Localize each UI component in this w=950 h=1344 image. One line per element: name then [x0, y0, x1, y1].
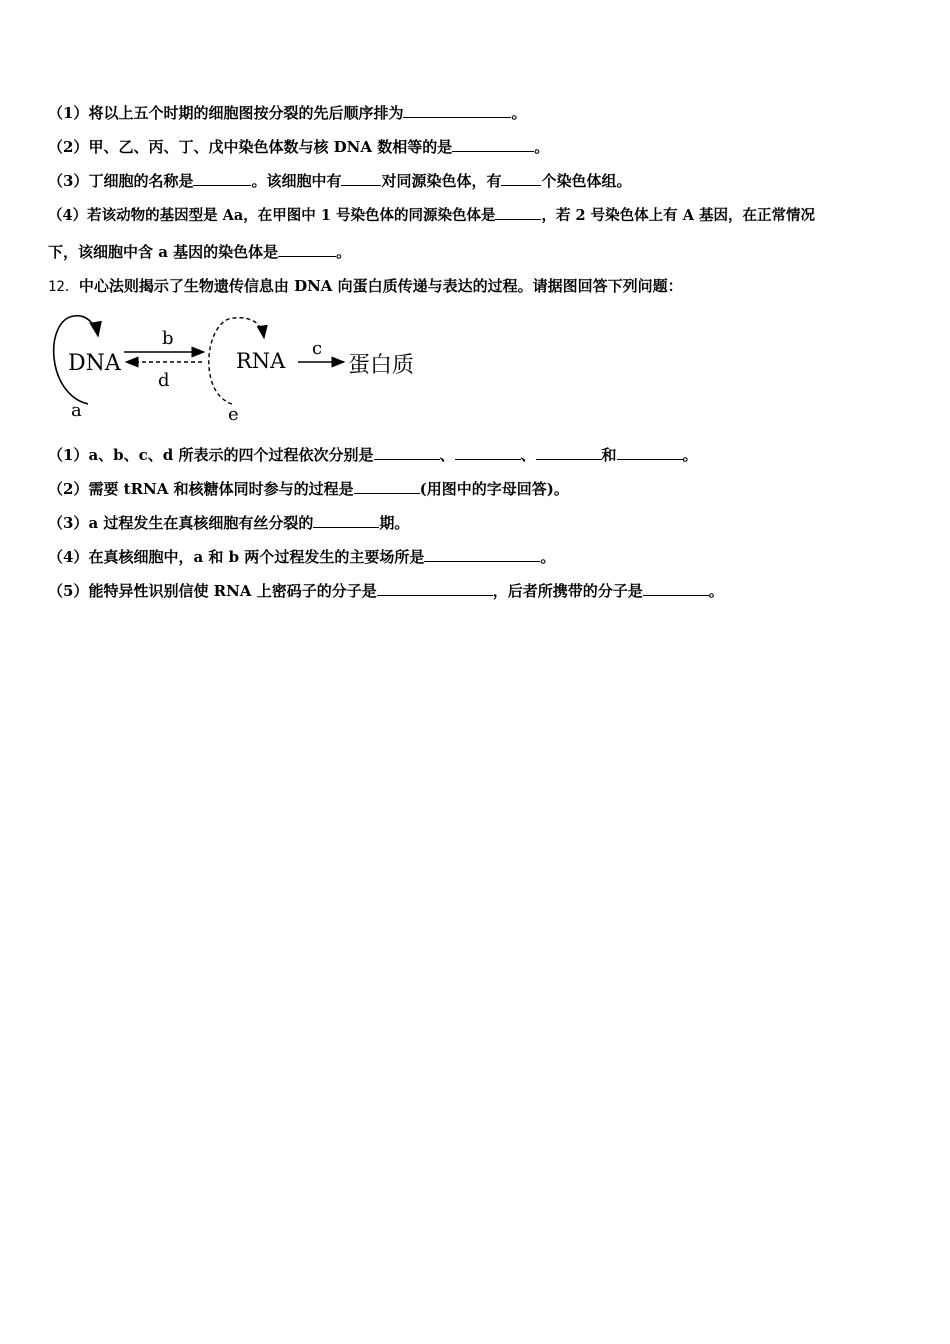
diagram-rna: RNA	[236, 349, 286, 373]
answer-blank[interactable]	[377, 580, 493, 596]
diagram-label-c: c	[312, 338, 323, 359]
prev-q1: （1）将以上五个时期的细胞图按分裂的先后顺序排为 。	[48, 104, 527, 122]
diagram-label-d: d	[158, 370, 170, 391]
q12-sub4: （4）在真核细胞中，a 和 b 两个过程发生的主要场所是 。	[48, 548, 556, 566]
answer-blank[interactable]	[643, 580, 709, 596]
question-12-stem: 12．中心法则揭示了生物遗传信息由 DNA 向蛋白质传递与表达的过程。请据图回答下列问题：	[48, 277, 683, 295]
answer-blank[interactable]	[374, 444, 440, 460]
prev-q3: （3）丁细胞的名称是 。该细胞中有 对同源染色体，有 个染色体组。	[48, 172, 632, 190]
answer-blank[interactable]	[341, 170, 381, 186]
answer-blank[interactable]	[354, 478, 420, 494]
prev-q4-cont: 下，该细胞中含 a 基因的染色体是 。	[48, 243, 352, 261]
answer-blank[interactable]	[278, 241, 336, 257]
answer-blank[interactable]	[455, 444, 521, 460]
diagram-protein: 蛋白质	[348, 353, 415, 378]
central-dogma-diagram	[46, 312, 446, 424]
q12-sub3: （3）a 过程发生在真核细胞有丝分裂的 期。	[48, 514, 410, 532]
answer-blank[interactable]	[617, 444, 683, 460]
answer-blank[interactable]	[313, 512, 379, 528]
q12-sub1: （1）a、b、c、d 所表示的四个过程依次分别是 、 、 和 。	[48, 446, 698, 464]
q12-sub5: （5）能特异性识别信使 RNA 上密码子的分子是 ，后者所携带的分子是 。	[48, 582, 724, 600]
answer-blank[interactable]	[452, 136, 534, 152]
q12-sub2: （2）需要 tRNA 和核糖体同时参与的过程是 (用图中的字母回答)。	[48, 480, 569, 498]
answer-blank[interactable]	[424, 546, 540, 562]
answer-blank[interactable]	[495, 204, 541, 220]
answer-blank[interactable]	[501, 170, 541, 186]
prev-q2: （2）甲、乙、丙、丁、戊中染色体数与核 DNA 数相等的是 。	[48, 138, 550, 156]
answer-blank[interactable]	[403, 102, 511, 118]
answer-blank[interactable]	[536, 444, 602, 460]
diagram-label-a: a	[71, 400, 82, 421]
diagram-dna: DNA	[68, 351, 121, 376]
diagram-label-e: e	[228, 404, 239, 424]
answer-blank[interactable]	[193, 170, 251, 186]
diagram-label-b: b	[162, 328, 174, 349]
prev-q4: （4）若该动物的基因型是 Aa，在甲图中 1 号染色体的同源染色体是 ，若 2 号染色体上有 A 基因，在正常情况	[48, 204, 908, 226]
